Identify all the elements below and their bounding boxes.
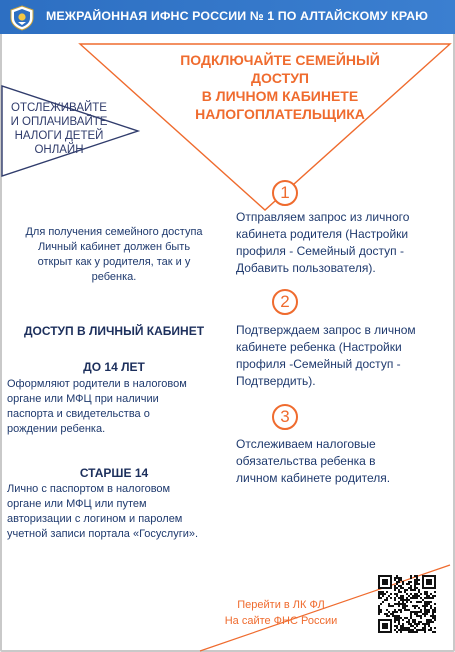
step-2-text xyxy=(236,322,438,390)
main-title-line: ПОДКЛЮЧАЙТЕ СЕМЕЙНЫЙ ДОСТУП xyxy=(180,52,380,86)
lk-link-line: Перейти в ЛК ФЛ xyxy=(237,599,325,611)
step-1-line: Отправляем запрос из личного xyxy=(236,210,410,224)
lk-link-line: На сайте ФНС России xyxy=(224,615,338,627)
under-14-line: рождении ребенка. xyxy=(7,423,106,435)
step-3-line: личном кабинете родителя. xyxy=(236,471,391,485)
over-14-heading: СТАРШЕ 14 xyxy=(79,466,149,480)
step-2-line: кабинете ребенка (Настройки xyxy=(236,340,402,354)
intro-line: ребенка. xyxy=(91,271,137,283)
step-3-line: обязательства ребенка в xyxy=(236,454,376,468)
step-1-number: 1 xyxy=(272,180,298,206)
step-3-number: 3 xyxy=(272,404,298,430)
step-1-text xyxy=(236,209,438,277)
qr-code-icon[interactable] xyxy=(378,575,436,633)
step-3-text xyxy=(236,436,438,487)
over-14-line: Лично с паспортом в налоговом xyxy=(7,483,171,495)
step-2-line: Подтверждаем запрос в личном xyxy=(236,323,416,337)
side-note-line: НАЛОГИ ДЕТЕЙ xyxy=(14,130,104,142)
access-heading: ДОСТУП В ЛИЧНЫЙ КАБИНЕТ xyxy=(23,324,205,338)
side-note xyxy=(4,101,114,157)
step-1-line: кабинета родителя (Настройки xyxy=(236,227,409,241)
under-14-text xyxy=(7,377,227,437)
step-1-line: Добавить пользователя). xyxy=(236,261,376,275)
intro-text xyxy=(14,225,214,285)
intro-line: открыт как у родителя, так и у xyxy=(37,256,191,268)
under-14-line: паспорта и свидетельства о xyxy=(7,408,150,420)
under-14-line: Оформляют родители в налоговом xyxy=(7,378,187,390)
main-title-line: НАЛОГОПЛАТЕЛЬЩИКА xyxy=(195,106,365,122)
step-2-line: Подтвердить). xyxy=(236,374,316,388)
intro-line: Личный кабинет должен быть xyxy=(37,241,191,253)
step-3-line: Отслеживаем налоговые xyxy=(236,437,376,451)
under-14-heading: ДО 14 ЛЕТ xyxy=(83,360,145,374)
over-14-line: учетной записи портала «Госуслуги». xyxy=(7,528,199,540)
over-14-line: органе или МФЦ или путем xyxy=(7,498,147,510)
intro-line: Для получения семейного доступа xyxy=(25,226,203,238)
step-2-number: 2 xyxy=(272,289,298,315)
step-1-line: профиля - Семейный доступ - xyxy=(236,244,404,258)
step-2-line: профиля -Семейный доступ - xyxy=(236,357,401,371)
header-title: МЕЖРАЙОННАЯ ИФНС РОССИИ № 1 ПО АЛТАЙСКОМУ КРАЮ xyxy=(46,9,429,23)
side-note-line: И ОПЛАЧИВАЙТЕ xyxy=(10,116,108,128)
main-title-line: В ЛИЧНОМ КАБИНЕТЕ xyxy=(201,88,359,104)
lk-link[interactable] xyxy=(206,597,356,629)
side-note-line: ОНЛАЙН xyxy=(34,144,84,156)
over-14-line: авторизации с логином и паролем xyxy=(7,513,183,525)
main-title xyxy=(150,51,410,123)
over-14-text xyxy=(7,482,227,542)
under-14-line: органе или МФЦ при наличии xyxy=(7,393,159,405)
side-note-line: ОТСЛЕЖИВАЙТЕ xyxy=(11,102,107,114)
